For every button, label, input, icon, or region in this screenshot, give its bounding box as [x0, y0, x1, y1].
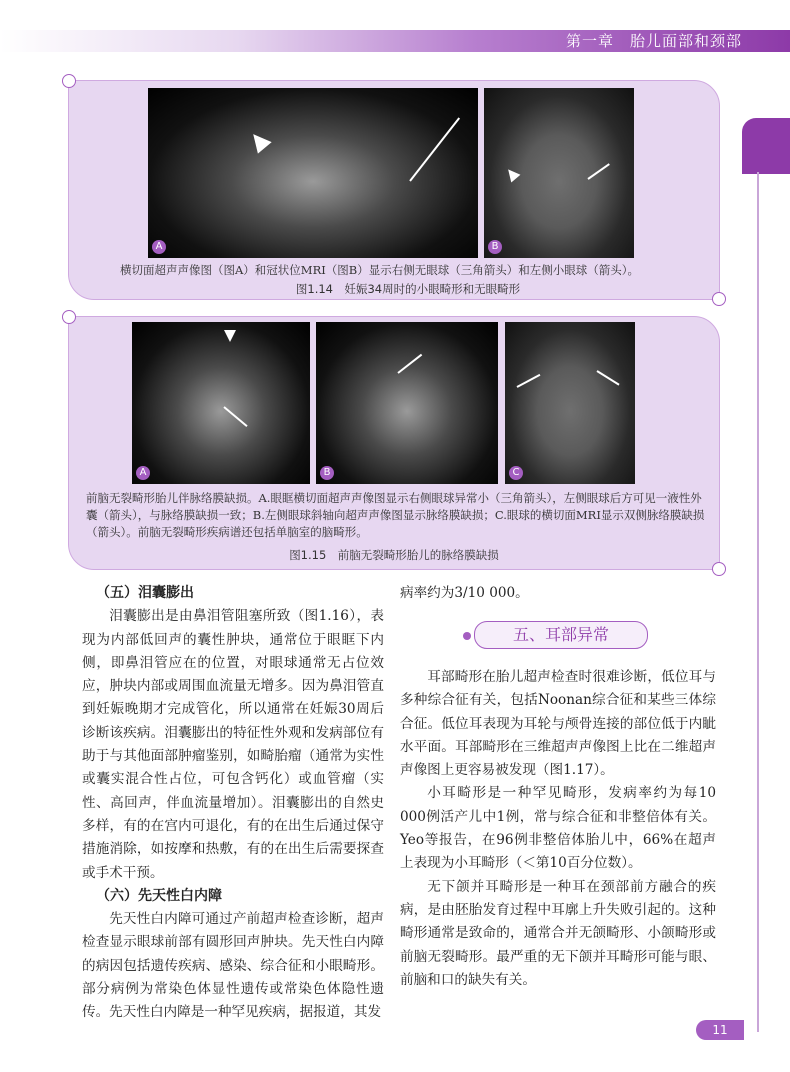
panel-label-a: A — [152, 240, 166, 254]
arrow-icon — [223, 406, 247, 427]
figure-1-15-image-a — [132, 322, 310, 484]
figure-1-15-image-b — [316, 322, 498, 484]
figure-1-14-title: 图1.14 妊娠34周时的小眼畸形和无眼畸形 — [295, 282, 521, 296]
arrow-icon — [596, 370, 619, 385]
chapter-title: 第一章 胎儿面部和颈部 — [565, 32, 742, 50]
figure-1-14-caption: 横切面超声声像图（图A）和冠状位MRI（图B）显示右侧无眼球（三角箭头）和左侧小眼球（箭头）。 — [120, 263, 639, 277]
box-curl-icon — [712, 292, 726, 306]
panel-label-a: A — [136, 466, 150, 480]
figure-1-15-image-c — [505, 322, 635, 484]
paragraph: 小耳畸形是一种罕见畸形，发病率约为每10 000例活产儿中1例，常与综合征和非整倍体有关。Yeo等报告，在96例非整倍体胎儿中，66%在超声上表现为小耳畸形（＜第10百分位数）。 — [400, 785, 716, 872]
figure-1-14-image-a — [148, 88, 478, 258]
right-column-top — [400, 582, 716, 605]
figure-1-15-caption: 前脑无裂畸形胎儿伴脉络膜缺损。A.眼眶横切面超声声像图显示右侧眼球异常小（三角箭头），左侧眼球后方可见一液性外囊（箭头），与脉络膜缺损一致；B.左侧眼球斜轴向超声声像图显示脉络膜缺损；C.眼球的横切面MRI显示双侧脉络膜缺损（箭头）。前脑无裂畸形疾病谱还包括单脑室的脑畸形。 — [86, 491, 705, 539]
paragraph: 泪囊膨出是由鼻泪管阻塞所致（图1.16），表现为内部低回声的囊性肿块，通常位于眼眶下内侧，即鼻泪管应在的位置，对眼球通常无占位效应，肿块内部或周围血流量无增多。因为鼻泪管直到妊娠晚期才完成管化，所以通常在妊娠30周后诊断该疾病。泪囊膨出的特征性外观和发病部位有助于与其他面部肿瘤鉴别，如畸胎瘤（通常为实性或囊实混合性占位，可包含钙化）或血管瘤（实性、高回声，伴血流量增加）。泪囊膨出的自然史多样，有的在宫内可退化，有的在出生后通过保守措施消除，如按摩和热敷，有的在出生后需要探查或手术干预。 — [82, 608, 384, 881]
left-column — [82, 582, 384, 1025]
panel-label-b: B — [488, 240, 502, 254]
continued-text: 病率约为3/10 000。 — [400, 585, 529, 601]
paragraph: 无下颌并耳畸形是一种耳在颈部前方融合的疾病，是由胚胎发育过程中耳廓上升失败引起的。这种畸形通常是致命的，通常合并无颌畸形、小颌畸形或前脑无裂畸形。最严重的无下颌并耳畸形可能与眼、前脑和口的缺失有关。 — [400, 878, 716, 988]
triangle-arrowhead-icon — [246, 128, 271, 153]
arrow-icon — [409, 117, 460, 181]
section-heading-congenital-cataract: （六）先天性白内障 — [96, 887, 222, 904]
triangle-arrowhead-icon — [504, 166, 521, 183]
box-curl-icon — [62, 74, 76, 88]
paragraph: 耳部畸形在胎儿超声检查时很难诊断，低位耳与多种综合征有关，包括Noonan综合征和某些三体综合征。低位耳表现为耳轮与颅骨连接的部位低于内眦水平面。耳部畸形在三维超声声像图上比在二维超声声像图上更容易被发现（图1.17）。 — [400, 669, 716, 779]
box-curl-icon — [712, 562, 726, 576]
panel-label-c: C — [509, 466, 523, 480]
right-column — [400, 666, 716, 992]
arrow-icon — [587, 163, 609, 180]
page-number: 11 — [696, 1020, 744, 1040]
figure-1-15-title: 图1.15 前脑无裂畸形胎儿的脉络膜缺损 — [289, 548, 499, 562]
side-tab — [742, 118, 790, 174]
side-rule — [757, 172, 759, 1032]
section-heading-lacrimal-sac: （五）泪囊膨出 — [96, 585, 194, 601]
arrow-icon — [517, 374, 541, 388]
arrow-icon — [397, 354, 422, 374]
section-heading-ear-anomalies: 五、耳部异常 — [474, 621, 648, 649]
figure-1-14-image-b — [484, 88, 634, 258]
triangle-arrowhead-icon — [224, 330, 236, 342]
paragraph: 先天性白内障可通过产前超声检查诊断，超声检查显示眼球前部有圆形回声肿块。先天性白内障的病因包括遗传疾病、感染、综合征和小眼畸形。部分病例为常染色体显性遗传或常染色体隐性遗传。先天性白内障是一种罕见疾病，据报道，其发 — [82, 911, 384, 1021]
panel-label-b: B — [320, 466, 334, 480]
box-curl-icon — [62, 310, 76, 324]
